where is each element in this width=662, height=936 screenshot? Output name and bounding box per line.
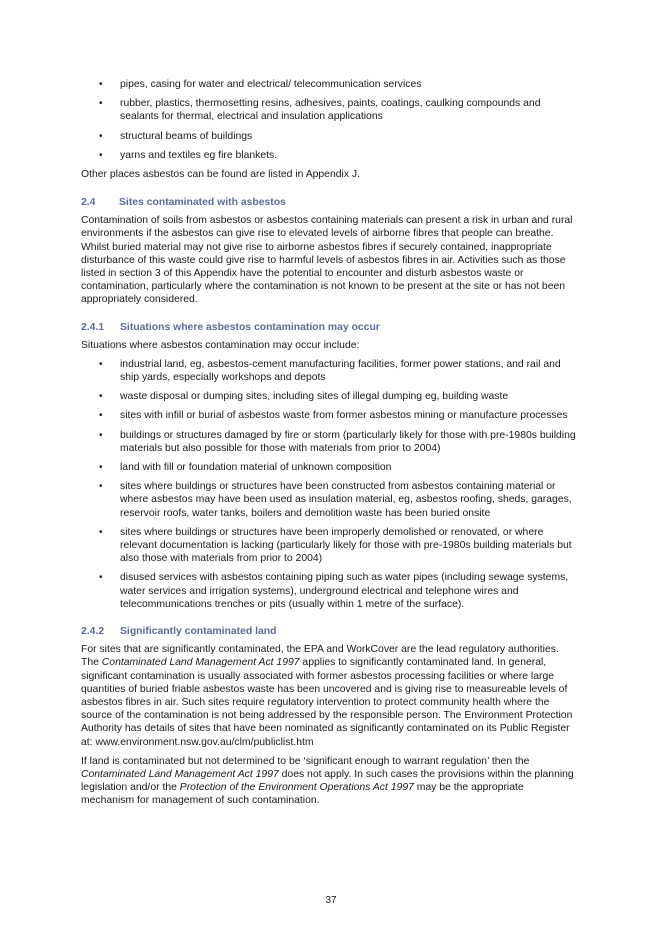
section-2-4-2-paragraph-1: For sites that are significantly contaminated, the EPA and WorkCover are the lead regulatory authorities. The Contaminated Land Management Act 1997 applies to significantly contaminated land. In general, significant contamination is usually associated with former asbestos processing facilities or where large quantities of buried friable asbestos waste has been uncovered and is giving rise to measureable levels of asbestos fibres in air. Such sites require regulatory intervention to protect community health where the source of the contamination is not being addressed by the responsible person. The Environment Protection Authority has details of sites that have been nominated as significantly contaminated on its Public Register at: www.environment.nsw.gov.au/clm/publiclist.htm <box>81 644 573 748</box>
bullet-icon: • <box>99 130 103 142</box>
top-bullet-list <box>81 78 578 162</box>
section-heading-2-4-2: 2.4.2 Significantly contaminated land <box>81 626 277 638</box>
bullet-icon: • <box>99 481 103 493</box>
section-2-4-2-paragraph-2: If land is contaminated but not determined to be ‘significant enough to warrant regulation’ then the Contaminated Land Management Act 1997 does not apply. In such cases the provisions within the planning legislation and/or the Protection of the Environment Operations Act 1997 may be the appropriate mechanism for management of such contamination. <box>81 755 574 807</box>
list-item: • sites with infill or burial of asbestos waste from former asbestos mining or manufacture processes <box>99 410 568 422</box>
section-2-4-1-intro: Situations where asbestos contamination may occur include: <box>81 339 360 351</box>
page-number: 37 <box>325 895 337 906</box>
list-item: • buildings or structures damaged by fire or storm (particularly likely for those with pre-1980s building materials but also possible for those with materials from prior to 2004) <box>99 429 576 454</box>
bullet-icon: • <box>99 79 103 90</box>
list-item: • land with fill or foundation material of unknown composition <box>99 462 392 474</box>
bullet-icon: • <box>99 149 103 161</box>
bullet-icon: • <box>99 429 103 441</box>
situations-bullet-list <box>81 358 578 611</box>
bullet-icon: • <box>99 526 103 538</box>
bullet-icon: • <box>99 358 103 370</box>
bullet-icon: • <box>99 391 103 403</box>
section-2-4-paragraph: Contamination of soils from asbestos or asbestos containing materials can present a risk in urban and rural environments if the asbestos can give rise to elevated levels of airborne fibres that people can breathe. Whilst buried material may not give rise to airborne asbestos fibres if securely contained, inappropriate disturbance of this waste could give rise to harmful levels of asbestos fibres in air. Activities such as those listed in section 3 of this Appendix have the potential to encounter and disturb asbestos waste or contamination, particularly where the contamination is not known to be present at the site or has not been appropriately considered. <box>81 215 573 306</box>
bullet-icon: • <box>99 462 103 474</box>
list-item: • waste disposal or dumping sites, including sites of illegal dumping eg, building waste <box>99 391 509 403</box>
list-item: • pipes, casing for water and electrical/ telecommunication services <box>99 79 422 90</box>
other-places-text: Other places asbestos can be found are listed in Appendix J. <box>81 169 360 181</box>
list-item: • structural beams of buildings <box>99 130 253 142</box>
list-item: • rubber, plastics, thermosetting resins, adhesives, paints, coatings, caulking compounds and sealants for thermal, electrical and insulation applications <box>99 98 541 123</box>
list-item: • yarns and textiles eg fire blankets. <box>99 149 278 161</box>
list-item: • disused services with asbestos containing piping such as water pipes (including sewage systems, water services and irrigation systems), underground electrical and telephone wires and telecommunications trenches or pits (usually within 1 metre of the surface). <box>99 572 569 610</box>
list-item: • sites where buildings or structures have been constructed from asbestos containing material or where asbestos may have been used as insulation material, eg, asbestos roofing, sheds, garages, reservoir roofs, water tanks, boilers and demolition waste has been buried onsite <box>99 481 572 519</box>
list-item: • sites where buildings or structures have been improperly demolished or renovated, or where relevant documentation is lacking (particularly likely for those with pre-1980s building materials but also those with materials from prior to 2004) <box>99 526 572 565</box>
section-heading-2-4-1: 2.4.1 Situations where asbestos contamination may occur <box>81 321 380 333</box>
bullet-icon: • <box>99 410 103 422</box>
section-heading-2-4: 2.4 Sites contaminated with asbestos <box>81 197 286 209</box>
list-item: • industrial land, eg, asbestos-cement manufacturing facilities, former power stations, and rail and ship yards, especially workshops and depots <box>99 358 561 384</box>
bullet-icon: • <box>99 98 103 110</box>
bullet-icon: • <box>99 572 103 584</box>
